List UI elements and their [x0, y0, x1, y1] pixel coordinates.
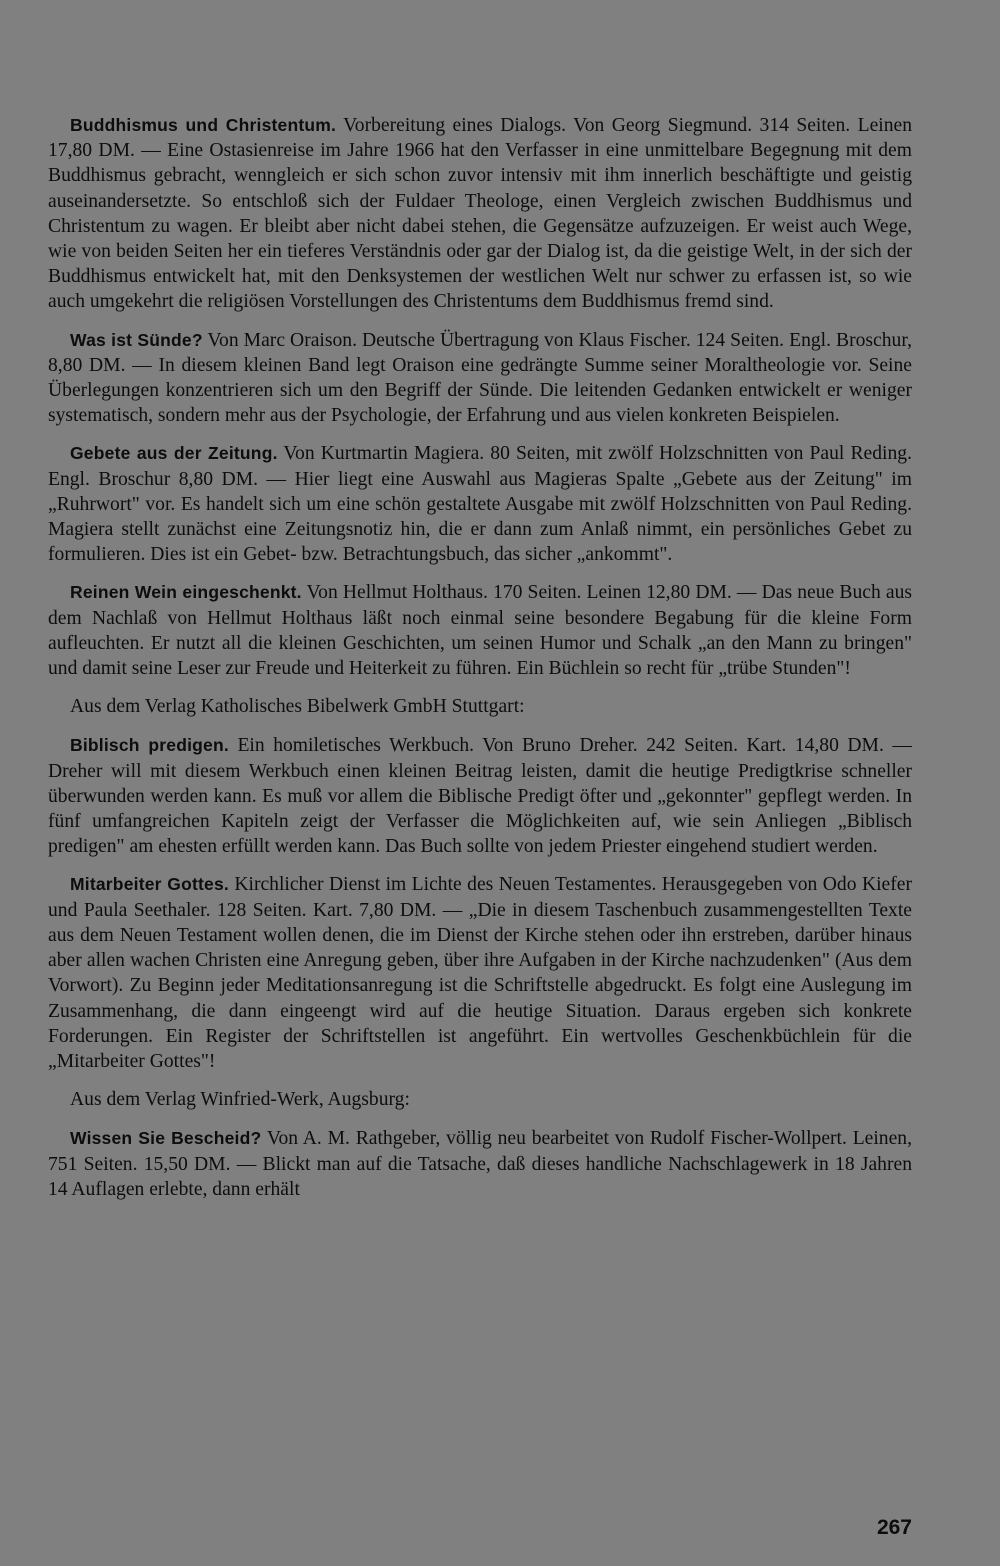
review-text: Vorbereitung eines Dialogs. Von Georg Siegmund. 314 Seiten. Leinen 17,80 DM. — Eine Ostasienreise im Jahre 1966 hat den Verfasser in eine unmittelbare Begegnung mit dem Buddhismus gebracht, wenngleich er sich schon zuvor intensiv mit ihm innerlich beschäftigte und geistig auseinandersetzte. So entschloß sich der Fuldaer Theologe, einen Vergleich zwischen Buddhismus und Christentum zu wagen. Er bleibt aber nicht dabei stehen, die Gegensätze aufzuzeigen. Er weist auch Wege, wie von beiden Seiten her ein tieferes Verständnis oder gar der Dialog ist, da die geistige Welt, in der sich der Buddhismus entwickelt hat, mit den Denksystemen der westlichen Welt nur schwer zu erfassen ist, so wie auch umgekehrt die religiösen Vorstellungen des Christentums dem Buddhismus fremd sind.: [48, 115, 912, 313]
review-text: Kirchlicher Dienst im Lichte des Neuen Testamentes. Herausgegeben von Odo Kiefer und Paula Seethaler. 128 Seiten. Kart. 7,80 DM. — „Die in diesem Taschenbuch zusammengestellten Texte aus dem Neuen Testament wollen denen, die im Dienst der Kirche stehen oder ihn erstreben, darüber hinaus aber allen wachen Christen eine Anregung geben, über ihre Aufgaben in der Kirche nachzudenken" (Aus dem Vorwort). Zu Beginn jeder Meditationsanregung ist die Schriftstelle abgedruckt. Es folgt eine Auslegung im Zusammenhang, die dann eingeengt wird auf die heutige Situation. Daraus ergeben sich konkrete Forderungen. Ein Register der Schriftstellen ist angeführt. Ein wertvolles Geschenkbüchlein für die „Mitarbeiter Gottes"!: [48, 874, 912, 1072]
review-title: Was ist Sünde?: [70, 329, 203, 350]
review-text: Von Hellmut Holthaus. 170 Seiten. Leinen 12,80 DM. — Das neue Buch aus dem Nachlaß von Hellmut Holthaus läßt noch einmal seine besondere Begabung für die kleine Form aufleuchten. Er nutzt all die kleinen Geschichten, um seinen Humor und Schalk „an den Mann zu bringen" und damit seine Leser zur Freude und Heiterkeit zu führen. Ein Büchlein so recht für „trübe Stunden"!: [48, 582, 912, 680]
review-entry-wissen-sie-bescheid: [48, 1126, 912, 1202]
review-entry-mitarbeiter-gottes: [48, 872, 912, 1074]
review-title: Mitarbeiter Gottes.: [70, 874, 229, 895]
review-title: Buddhismus und Christentum.: [70, 115, 337, 135]
review-title: Gebete aus der Zeitung.: [70, 443, 278, 464]
publisher-heading: Aus dem Verlag Katholisches Bibelwerk GmbH Stuttgart:: [70, 696, 525, 718]
review-text: Von Kurtmartin Magiera. 80 Seiten, mit zwölf Holzschnitten von Paul Reding. Engl. Broschur 8,80 DM. — Hier liegt eine Auswahl aus Magieras Spalte „Gebete aus der Zeitung" im „Ruhrwort" vor. Es handelt sich um eine schön gestaltete Ausgabe mit zwölf Holzschnitten von Paul Reding. Magiera stellt zunächst eine Zeitungsnotiz hin, die er dann zum Anlaß nimmt, ein persönliches Gebet zu formulieren. Dies ist ein Gebet- bzw. Betrachtungsbuch, das sicher „ankommt".: [48, 443, 912, 566]
review-text: Von A. M. Rathgeber, völlig neu bearbeitet von Rudolf Fischer-Wollpert. Leinen, 751 Seiten. 15,50 DM. — Blickt man auf die Tatsache, daß dieses handliche Nachschlagewerk in 18 Jahren 14 Auflagen erlebte, dann erhält: [48, 1128, 912, 1200]
review-text: Von Marc Oraison. Deutsche Übertragung von Klaus Fischer. 124 Seiten. Engl. Broschur, 8,80 DM. — In diesem kleinen Band legt Oraison eine gedrängte Summe seiner Moraltheologie vor. Seine Überlegungen konzentrieren sich um den Begriff der Sünde. Die leitenden Gedanken entwickelt er weniger systematisch, sondern mehr aus der Psychologie, der Erfahrung und aus vielen konkreten Beispielen.: [48, 329, 912, 427]
review-entry-gebete: [48, 441, 912, 567]
review-entry-reinen-wein: [48, 580, 912, 681]
review-title: Wissen Sie Bescheid?: [70, 1128, 262, 1149]
publisher-heading: Aus dem Verlag Winfried-Werk, Augsburg:: [70, 1089, 410, 1111]
review-entry-buddhismus: [48, 113, 912, 315]
review-entry-biblisch-predigen: [48, 733, 912, 859]
review-title: Reinen Wein eingeschenkt.: [70, 582, 302, 603]
page-number: 267: [876, 1516, 912, 1539]
review-entry-suende: [48, 328, 912, 429]
review-text: Ein homiletisches Werkbuch. Von Bruno Dreher. 242 Seiten. Kart. 14,80 DM. — Dreher will mit diesem Werkbuch einen kleinen Beitrag leisten, damit die heutige Predigtkrise schneller überwunden werden kann. Es muß vor allem die Biblische Predigt öfter und „gekonnter" gepflegt werden. In fünf umfangreichen Kapiteln zeigt der Verfasser die Möglichkeiten auf, wie sein Anliegen „Biblisch predigen" am ehesten erfüllt werden kann. Das Buch sollte von jedem Priester eingehend studiert werden.: [48, 735, 912, 858]
review-title: Biblisch predigen.: [70, 735, 229, 756]
book-review-column: [48, 113, 912, 1215]
